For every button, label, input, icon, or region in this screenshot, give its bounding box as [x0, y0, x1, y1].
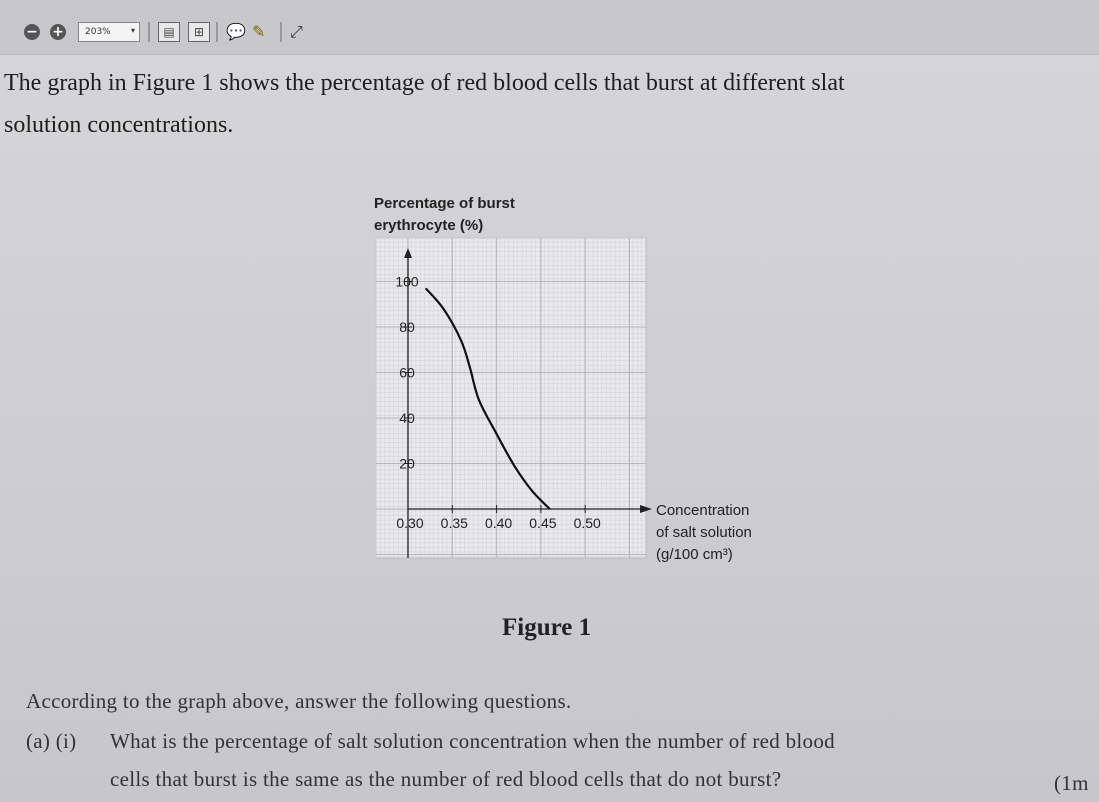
zoom-value: 203%: [85, 27, 111, 37]
x-tick-label: 0.30: [396, 515, 424, 531]
y-tick-label: 40: [399, 410, 415, 426]
fit-page-icon[interactable]: ⊞: [188, 22, 210, 42]
part-a-line1: What is the percentage of salt solution concentration when the number of red blood: [110, 729, 835, 753]
part-a-line2: cells that burst is the same as the number of red blood cells that do not burst?: [110, 767, 782, 791]
y-axis-label-line2: erythrocyte (%): [374, 217, 484, 234]
x-tick-label: 0.45: [529, 515, 557, 531]
x-axis-label-line1: Concentration: [656, 502, 750, 519]
highlight-icon[interactable]: ✎: [252, 22, 266, 41]
zoom-in-icon[interactable]: +: [50, 24, 66, 40]
x-tick-label: 0.50: [573, 515, 601, 531]
comment-icon[interactable]: 💬: [226, 22, 246, 41]
question-intro-line1: The graph in Figure 1 shows the percentage of red blood cells that burst at different slat: [4, 70, 845, 96]
zoom-out-icon[interactable]: −: [24, 24, 40, 40]
x-tick-label: 0.40: [484, 515, 513, 531]
expand-icon[interactable]: ⤢: [290, 22, 303, 41]
question-intro-line2: solution concentrations.: [4, 112, 234, 138]
x-tick-label: 0.35: [440, 515, 468, 531]
figure-caption: Figure 1: [502, 614, 592, 641]
instruction-text: According to the graph above, answer the following questions.: [26, 689, 572, 713]
save-icon[interactable]: ▤: [158, 22, 180, 42]
y-axis-label-line1: Percentage of burst: [374, 195, 515, 212]
y-tick-label: 60: [399, 364, 415, 381]
marks-label: (1m: [1054, 771, 1089, 795]
y-tick-label: 100: [395, 273, 419, 290]
x-axis-label-line3: (g/100 cm³): [656, 546, 733, 563]
chevron-down-icon: ▾: [130, 26, 135, 35]
y-tick-label: 20: [399, 455, 415, 472]
y-tick-label: 80: [399, 319, 415, 335]
part-a-label: (a) (i): [26, 729, 77, 753]
x-axis-label-line2: of salt solution: [656, 524, 752, 541]
